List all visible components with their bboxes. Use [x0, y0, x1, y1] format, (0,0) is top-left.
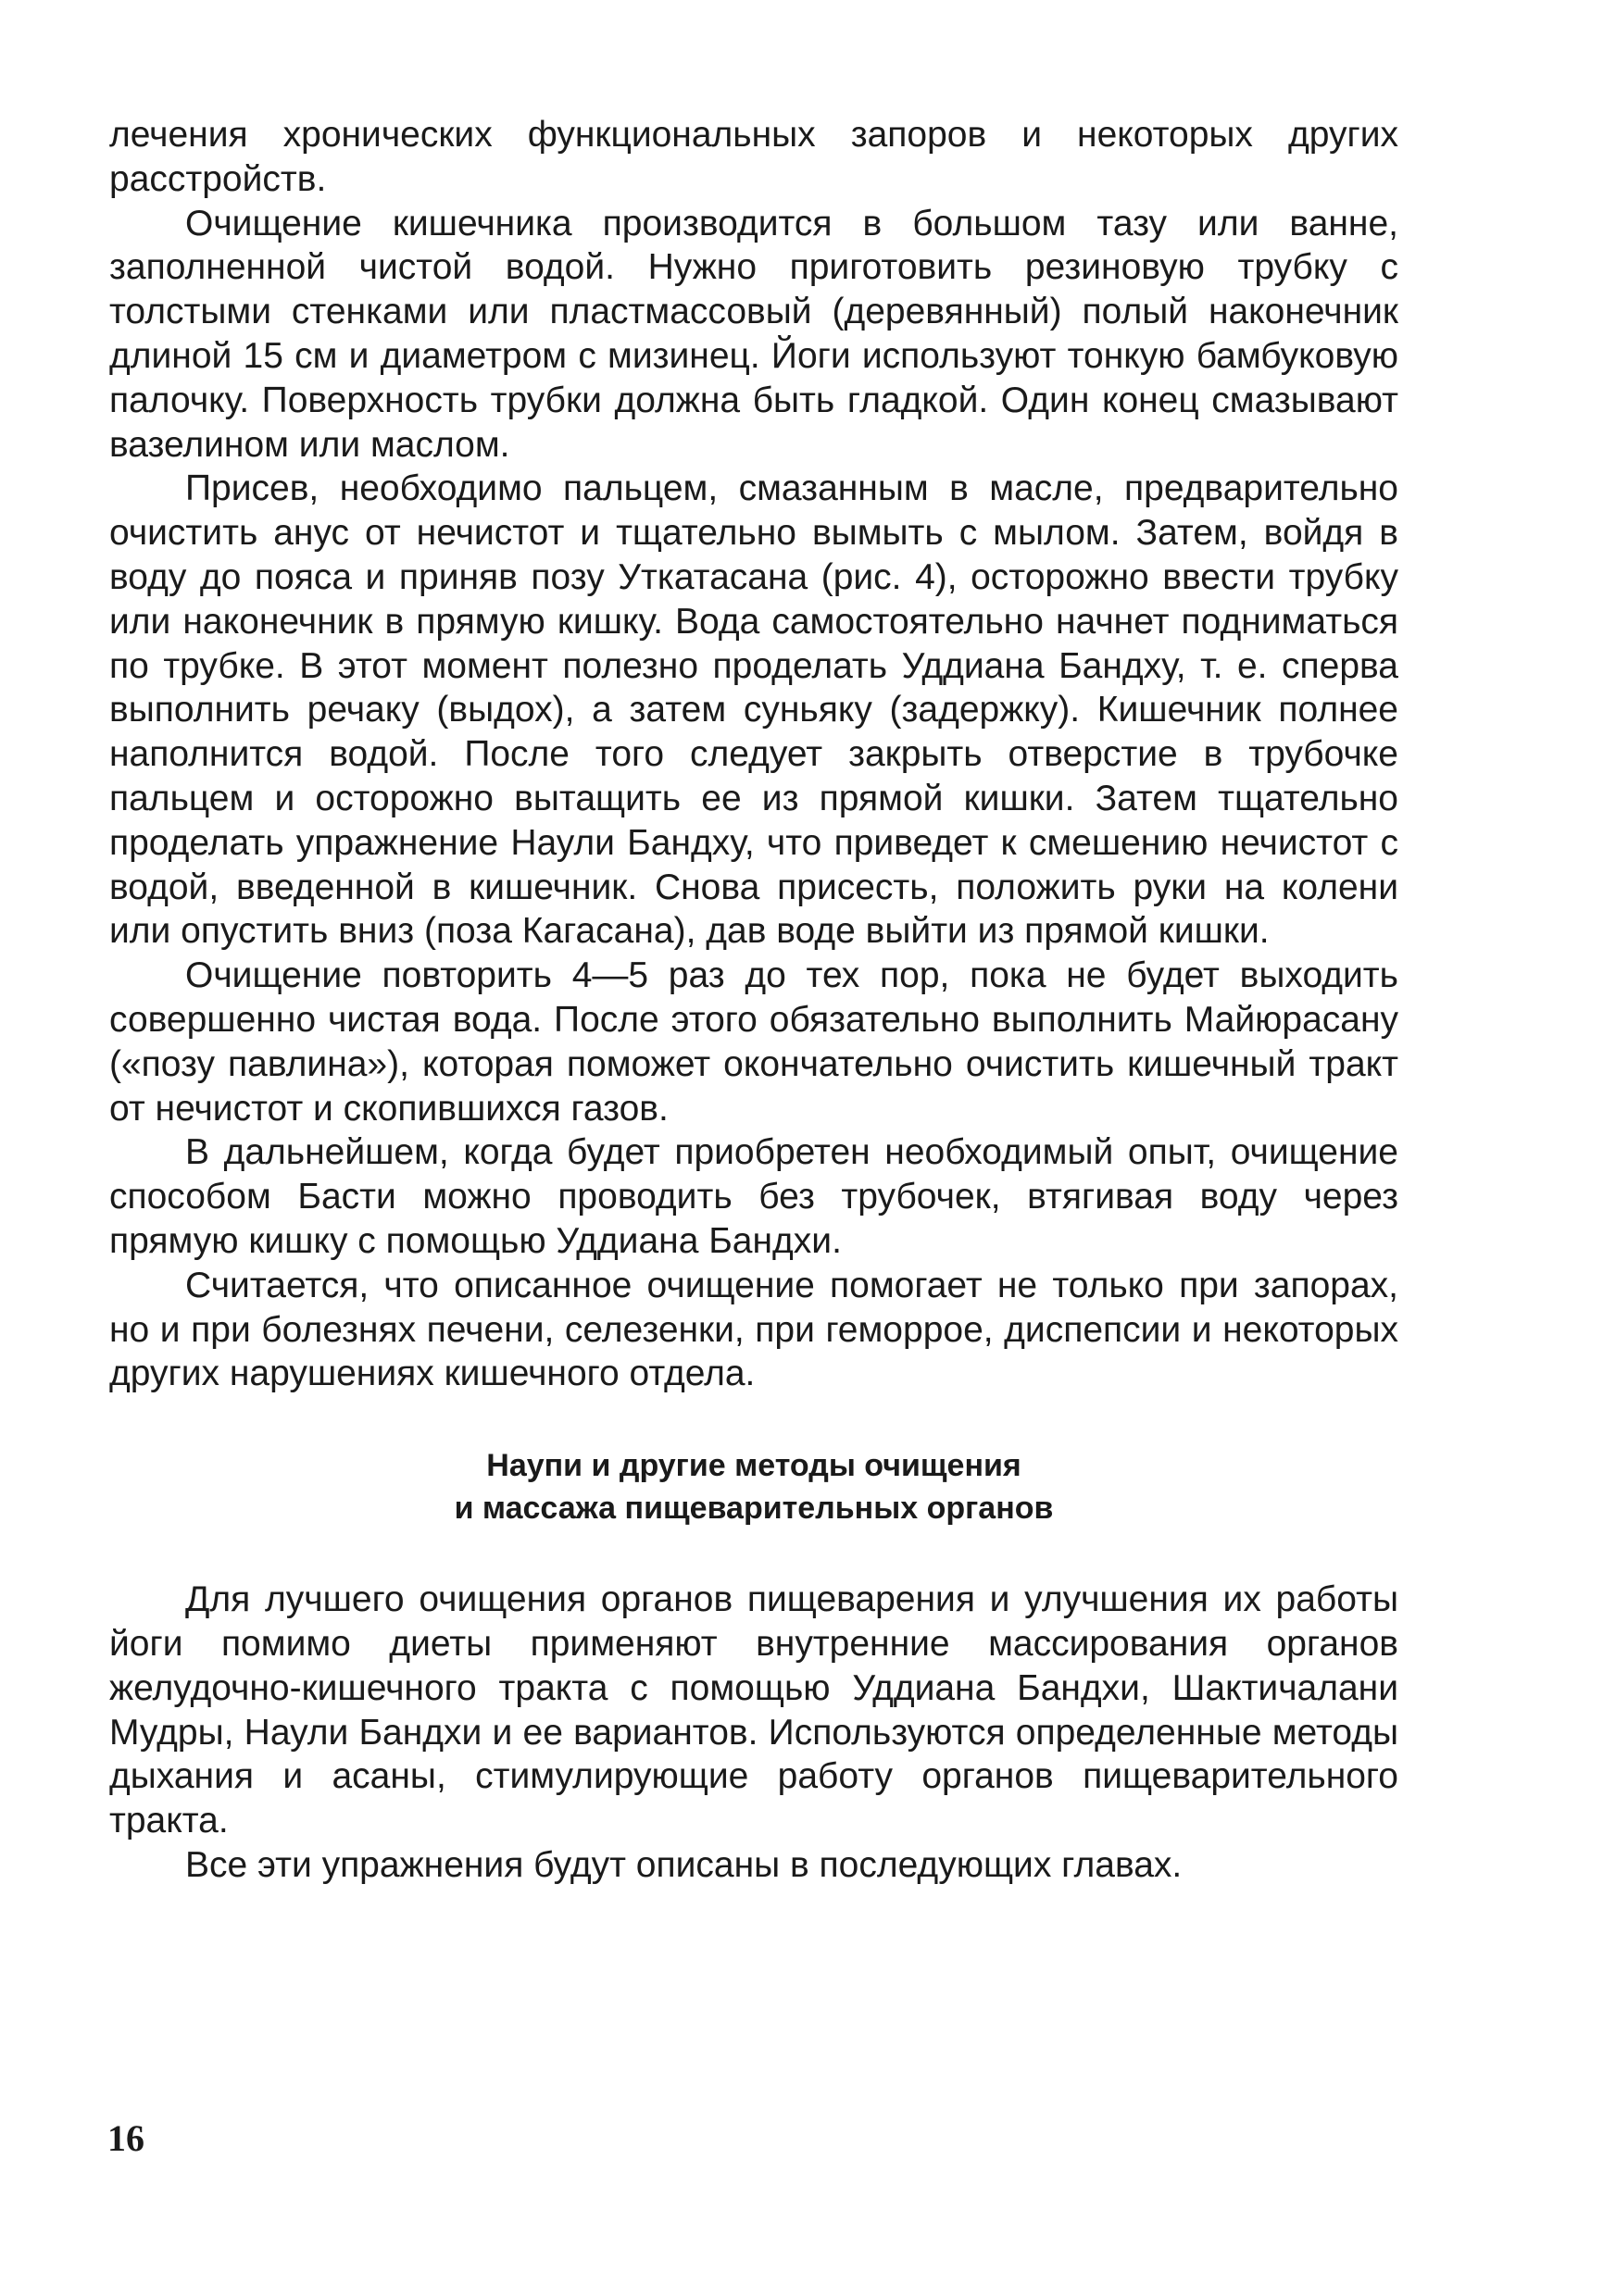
- paragraph: Считается, что описанное очищение помогает не только при запорах, но и при болезнях печени, селезенки, при геморрое, диспепсии и некоторых других нарушениях кишечного отдела.: [109, 1265, 1398, 1394]
- body-text-top: [109, 113, 1398, 1396]
- section-heading-line: Наупи и другие методы очищения: [486, 1448, 1021, 1484]
- section-heading: [109, 1444, 1398, 1529]
- section-heading-line: и массажа пищеварительных органов: [454, 1491, 1054, 1527]
- paragraph: Для лучшего очищения органов пищеварения и улучшения их работы йоги помимо диеты применяют внутренние массирования органов желудочно-кишечного тракта с помощью Уддиана Бандхи, Шактичалани Мудры, Наули Бандхи и ее вариантов. Используются определенные методы дыхания и асаны, стимулирующие работу органов пищеварительного тракта.: [109, 1579, 1398, 1841]
- body-text-bottom: [109, 1578, 1398, 1888]
- page-body: [109, 113, 1398, 1888]
- paragraph: Очищение кишечника производится в большом тазу или ванне, заполненной чистой водой. Нужно приготовить резиновую трубку с толстыми стенками или пластмассовый (деревянный) полый наконечник длиной 15 см и диаметром с мизинец. Йоги используют тонкую бамбуковую палочку. Поверхность трубки должна быть гладкой. Один конец смазывают вазелином или маслом.: [109, 203, 1398, 465]
- paragraph: Присев, необходимо пальцем, смазанным в масле, предварительно очистить анус от нечистот и тщательно вымыть с мылом. Затем, войдя в воду до пояса и приняв позу Уткатасана (рис. 4), осторожно ввести трубку или наконечник в прямую кишку. Вода самостоятельно начнет подниматься по трубке. В этот момент полезно проделать Уддиана Бандху, т. е. сперва выполнить речаку (выдох), а затем суньяку (задержку). Кишечник полнее наполнится водой. После того следует закрыть отверстие в трубочке пальцем и осторожно вытащить ее из прямой кишки. Затем тщательно проделать упражнение Наули Бандху, что приведет к смешению нечистот с водой, введенной в кишечник. Снова присесть, положить руки на колени или опустить вниз (поза Кагасана), дав воде выйти из прямой кишки.: [109, 468, 1398, 952]
- page-number: 16: [107, 2117, 144, 2159]
- paragraph: В дальнейшем, когда будет приобретен необходимый опыт, очищение способом Басти можно проводить без трубочек, втягивая воду через прямую кишку с помощью Уддиана Бандхи.: [109, 1132, 1398, 1261]
- paragraph: Все эти упражнения будут описаны в последующих главах.: [185, 1844, 1183, 1885]
- paragraph: лечения хронических функциональных запоров и некоторых других расстройств.: [109, 115, 1398, 199]
- paragraph: Очищение повторить 4—5 раз до тех пор, пока не будет выходить совершенно чистая вода. После этого обязательно выполнить Майюрасану («позу павлина»), которая поможет окончательно очистить кишечный тракт от нечистот и скопившихся газов.: [109, 955, 1398, 1129]
